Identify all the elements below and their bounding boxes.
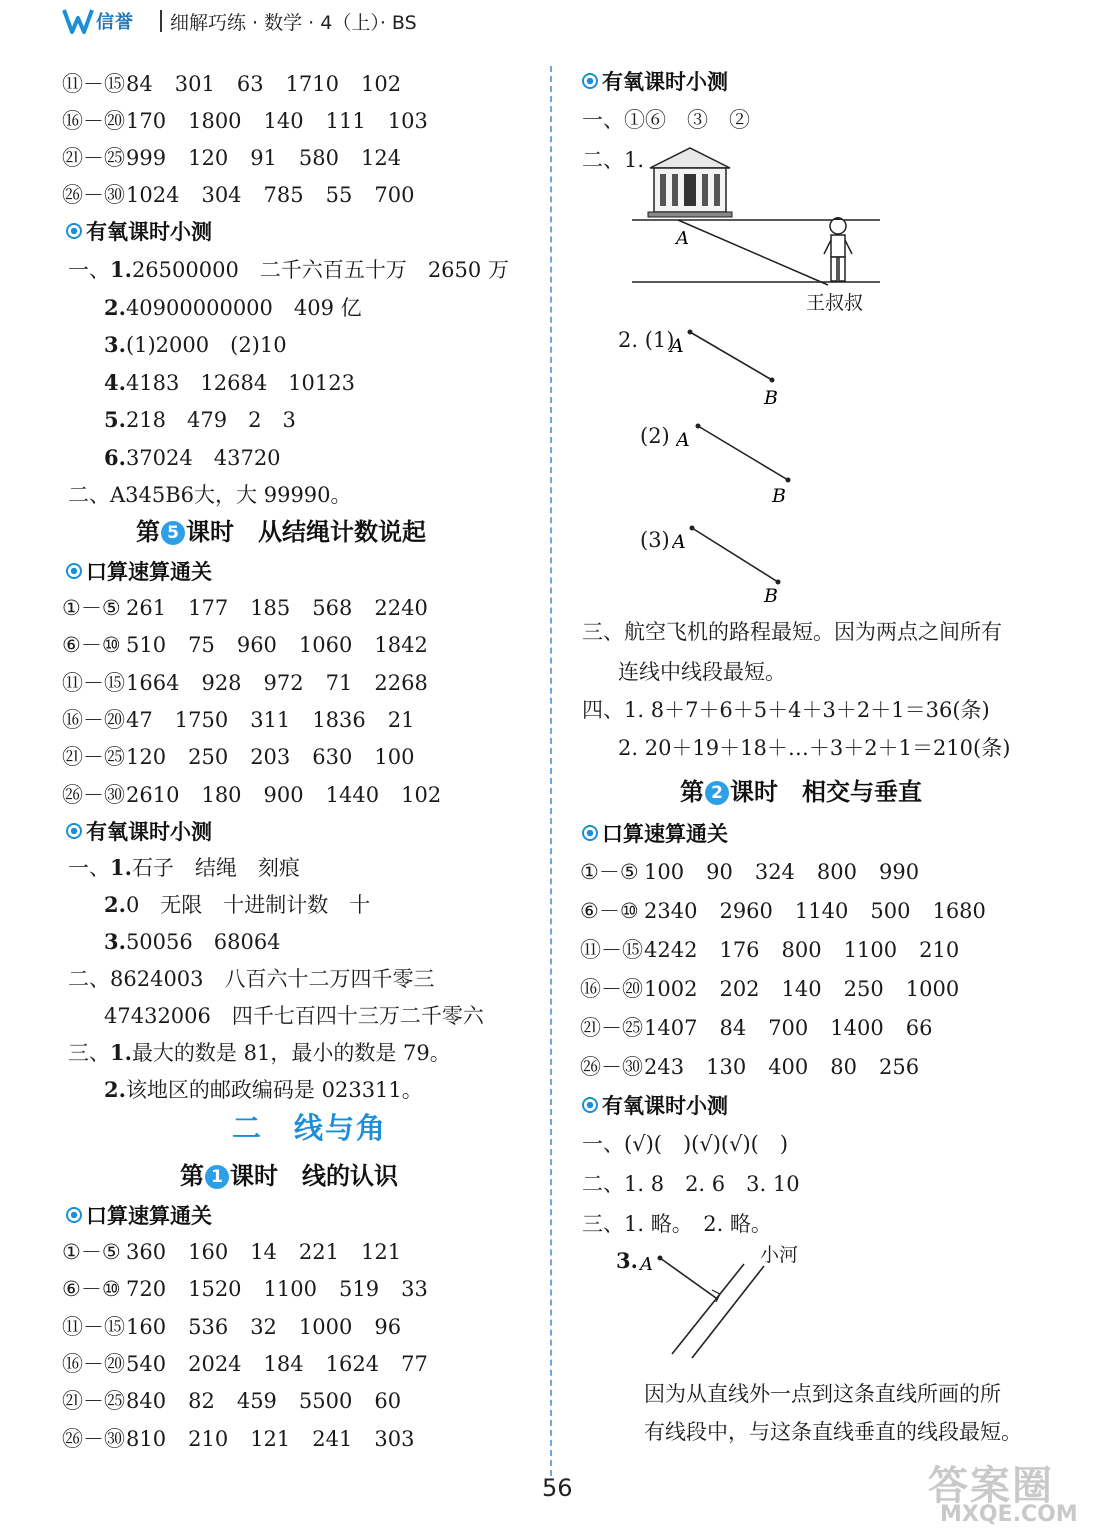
answer-value: 140 bbox=[781, 977, 822, 1001]
answer-value: 311 bbox=[250, 707, 291, 732]
answer-row bbox=[580, 895, 1008, 925]
answer-value: 459 bbox=[236, 1389, 277, 1414]
logo-text: 信誉 bbox=[96, 12, 134, 33]
quiz-num: 3. bbox=[104, 929, 126, 954]
quiz-num: 2. bbox=[104, 892, 126, 917]
right-q3-line2: 连线中线段最短。 bbox=[618, 660, 786, 684]
answer-value: 14 bbox=[250, 1240, 277, 1264]
answer-value: 21 bbox=[387, 707, 415, 732]
answer-value: 1520 bbox=[188, 1277, 242, 1302]
answer-value: 184 bbox=[263, 1351, 304, 1376]
row-range-label: ①－⑤ bbox=[62, 1240, 121, 1264]
row-range-label: ㉖－㉚ bbox=[62, 782, 125, 807]
answer-value: 121 bbox=[250, 1426, 291, 1451]
answer-value: 2240 bbox=[374, 596, 428, 620]
answer-value: 84 bbox=[719, 1016, 747, 1040]
left-oral2-title: 口算速算通关 bbox=[66, 1200, 212, 1230]
answer-value: 256 bbox=[879, 1055, 920, 1079]
quiz-answer-line bbox=[104, 404, 296, 434]
answer-value: 2960 bbox=[719, 899, 773, 923]
answer-value: 124 bbox=[361, 146, 402, 170]
answer-value: 1000 bbox=[905, 977, 960, 1001]
answer-value: 2610 bbox=[126, 782, 180, 807]
answer-value: 33 bbox=[401, 1277, 428, 1302]
answer-value: 103 bbox=[387, 109, 428, 133]
right-b2: 二、1. 8 2. 6 3. 10 bbox=[582, 1172, 800, 1196]
answer-value: 120 bbox=[188, 146, 229, 170]
answer-value: 1842 bbox=[374, 633, 428, 658]
answer-row bbox=[62, 1348, 450, 1378]
answer-row bbox=[62, 741, 436, 771]
quiz-text: 最大的数是 81，最小的数是 79。 bbox=[131, 1041, 451, 1065]
row-range-label: ⑯－⑳ bbox=[580, 977, 643, 1001]
lesson1-title: 第 1 课时 线的认识 bbox=[180, 1162, 398, 1190]
answer-value: 1100 bbox=[263, 1277, 317, 1302]
row-range-label: ㉑－㉕ bbox=[62, 1389, 125, 1414]
answer-value: 241 bbox=[312, 1426, 353, 1451]
answer-value: 160 bbox=[188, 1240, 229, 1264]
answer-value: 810 bbox=[126, 1426, 167, 1451]
q2-2c-label: (3) bbox=[640, 528, 670, 552]
answer-value: 324 bbox=[754, 860, 795, 884]
answer-row bbox=[62, 1273, 450, 1303]
answer-value: 100 bbox=[644, 860, 685, 884]
row-range-label: ㉖－㉚ bbox=[580, 1055, 643, 1079]
answer-value: 304 bbox=[201, 183, 242, 207]
q2-2-label: 2. (1) bbox=[618, 328, 675, 352]
answer-value: 77 bbox=[401, 1351, 428, 1376]
answer-value: 2024 bbox=[188, 1351, 242, 1376]
answer-value: 1680 bbox=[932, 899, 986, 923]
segment-a-wang bbox=[678, 220, 828, 285]
answer-value: 700 bbox=[768, 1016, 809, 1040]
row-range-label: ⑥－⑩ bbox=[62, 1277, 121, 1302]
point-a-label: A bbox=[670, 335, 684, 357]
answer-value: 540 bbox=[126, 1351, 167, 1376]
quiz-text: 218 479 2 3 bbox=[125, 408, 296, 432]
building-icon bbox=[648, 148, 732, 217]
answer-value: 203 bbox=[250, 745, 291, 770]
answer-value: 630 bbox=[312, 745, 353, 770]
answer-value: 82 bbox=[188, 1389, 215, 1414]
quiz-answer-line bbox=[68, 479, 352, 509]
answer-value: 1800 bbox=[188, 109, 242, 133]
answer-value: 360 bbox=[126, 1240, 167, 1264]
right-expl1: 因为从直线外一点到这条直线所画的所 bbox=[644, 1382, 1001, 1406]
row-range-label: ⑥－⑩ bbox=[580, 899, 639, 923]
answer-row bbox=[580, 1012, 954, 1042]
answer-value: 1624 bbox=[325, 1351, 380, 1376]
quiz-text: 40900000000 409 亿 bbox=[125, 295, 362, 320]
answer-value: 580 bbox=[298, 146, 340, 170]
answer-value: 80 bbox=[830, 1055, 858, 1079]
quiz-answer-line bbox=[104, 926, 281, 956]
right-quiz2-title: 有氧课时小测 bbox=[582, 1090, 728, 1120]
answer-value: 66 bbox=[905, 1016, 933, 1040]
quiz-text: 石子 结绳 刻痕 bbox=[131, 856, 300, 880]
right-q4-line1: 四、1. 8＋7＋6＋5＋4＋3＋2＋1＝36(条) bbox=[582, 698, 990, 722]
river-label: 小河 bbox=[760, 1244, 799, 1266]
quiz-prefix: 二、 bbox=[68, 483, 110, 507]
answer-value: 1407 bbox=[644, 1016, 698, 1040]
answer-value: 185 bbox=[250, 596, 291, 620]
quiz-text: 8624003 八百六十二万四千零三 bbox=[110, 967, 435, 991]
answer-value: 91 bbox=[250, 146, 277, 170]
answer-value: 210 bbox=[188, 1426, 229, 1451]
answer-value: 102 bbox=[401, 782, 442, 807]
quiz-answer-line bbox=[68, 963, 435, 993]
answer-value: 500 bbox=[870, 899, 911, 923]
row-range-label: ㉑－㉕ bbox=[580, 1016, 643, 1040]
quiz-num: 1. bbox=[110, 855, 132, 880]
answer-row bbox=[580, 973, 981, 1003]
answer-value: 519 bbox=[339, 1277, 380, 1302]
answer-value: 1440 bbox=[325, 782, 380, 807]
row-range-label: ⑯－⑳ bbox=[62, 109, 125, 133]
answer-value: 102 bbox=[361, 72, 402, 96]
answer-value: 1060 bbox=[298, 633, 353, 658]
quiz-prefix: 三、 bbox=[68, 1041, 110, 1065]
answer-value: 900 bbox=[263, 782, 304, 807]
quiz-text: 37024 43720 bbox=[125, 445, 281, 470]
answer-value: 170 bbox=[126, 109, 167, 133]
answer-value: 96 bbox=[374, 1314, 402, 1339]
right-q4-line2: 2. 20＋19＋18＋…＋3＋2＋1＝210(条) bbox=[618, 736, 1011, 760]
quiz-answer-line bbox=[68, 254, 509, 284]
publisher-logo bbox=[62, 6, 152, 38]
quiz-num: 5. bbox=[104, 407, 126, 432]
answer-value: 55 bbox=[325, 183, 353, 207]
wang-label: 王叔叔 bbox=[806, 292, 864, 314]
answer-row bbox=[62, 179, 436, 209]
quiz-num: 3. bbox=[104, 332, 126, 357]
quiz-text: 4183 12684 10123 bbox=[125, 370, 355, 395]
answer-value: 63 bbox=[236, 72, 264, 96]
right-q3-line1: 三、航空飞机的路程最短。因为两点之间所有 bbox=[582, 620, 1002, 644]
quiz-prefix: 二、 bbox=[68, 967, 110, 991]
answer-value: 972 bbox=[263, 670, 304, 695]
answer-value: 2340 bbox=[644, 899, 698, 923]
quiz-answer-line bbox=[104, 1000, 484, 1030]
answer-value: 2268 bbox=[374, 670, 428, 695]
answer-value: 840 bbox=[126, 1389, 167, 1414]
answer-row bbox=[62, 667, 450, 697]
answer-row bbox=[62, 1236, 423, 1266]
answer-row bbox=[62, 68, 423, 98]
answer-value: 250 bbox=[188, 745, 229, 770]
quiz-num: 1. bbox=[110, 257, 132, 282]
left-quiz1-title: 有氧课时小测 bbox=[66, 216, 212, 246]
answer-value: 700 bbox=[374, 183, 415, 207]
point-b-label: B bbox=[772, 485, 786, 507]
point-b-label: B bbox=[764, 387, 778, 409]
answer-row bbox=[62, 592, 450, 622]
header-separator bbox=[160, 10, 162, 32]
quiz-num: 2. bbox=[104, 1077, 126, 1102]
section-bullet-icon bbox=[66, 223, 82, 239]
point-a-label: A bbox=[676, 429, 690, 451]
answer-value: 720 bbox=[126, 1277, 167, 1302]
answer-value: 221 bbox=[298, 1240, 340, 1264]
logo-icon bbox=[62, 6, 94, 36]
answer-row bbox=[580, 934, 981, 964]
row-range-label: ⑯－⑳ bbox=[62, 707, 125, 732]
answer-value: 960 bbox=[236, 633, 277, 658]
page-number: 56 bbox=[542, 1474, 573, 1502]
answer-value: 1710 bbox=[285, 72, 340, 96]
answer-value: 111 bbox=[325, 109, 366, 133]
answer-value: 1836 bbox=[312, 707, 366, 732]
answer-value: 4242 bbox=[644, 938, 698, 962]
section-bullet-icon bbox=[582, 825, 598, 841]
quiz-num: 2. bbox=[104, 294, 126, 320]
section-bullet-icon bbox=[66, 823, 82, 839]
answer-value: 261 bbox=[126, 596, 167, 620]
point-a-label: A bbox=[676, 228, 689, 249]
row-range-label: ⑥－⑩ bbox=[62, 633, 121, 658]
row-range-label: ⑪－⑮ bbox=[62, 1314, 125, 1339]
answer-value: 568 bbox=[312, 596, 353, 620]
right-expl2: 有线段中，与这条直线垂直的线段最短。 bbox=[644, 1420, 1022, 1444]
answer-value: 1400 bbox=[830, 1016, 884, 1040]
answer-value: 90 bbox=[706, 860, 733, 884]
answer-row bbox=[580, 856, 941, 886]
quiz-answer-line bbox=[68, 1037, 451, 1067]
quiz-num: 6. bbox=[104, 444, 126, 470]
answer-value: 32 bbox=[250, 1314, 277, 1339]
lesson5-title: 第 5 课时 从结绳计数说起 bbox=[136, 518, 426, 546]
quiz-answer-line bbox=[104, 329, 287, 359]
answer-row bbox=[62, 105, 450, 135]
row-range-label: ⑪－⑮ bbox=[580, 938, 643, 962]
answer-value: 210 bbox=[919, 938, 960, 962]
lesson2-title: 第 2 课时 相交与垂直 bbox=[680, 778, 922, 806]
right-q1: 一、①⑥ ③ ② bbox=[582, 108, 750, 132]
section-bullet-icon bbox=[66, 563, 82, 579]
answer-value: 47 bbox=[126, 707, 153, 732]
right-b3: 三、1. 略。 2. 略。 bbox=[582, 1212, 772, 1236]
row-range-label: ⑯－⑳ bbox=[62, 1351, 125, 1376]
quiz-text: A345B6大，大 99990。 bbox=[110, 483, 352, 507]
answer-value: 1024 bbox=[126, 183, 180, 207]
answer-value: 928 bbox=[201, 670, 242, 695]
perpendicular-segment bbox=[660, 1258, 716, 1298]
answer-value: 130 bbox=[706, 1055, 747, 1079]
answer-value: 60 bbox=[374, 1389, 402, 1414]
answer-value: 84 bbox=[126, 72, 153, 96]
answer-value: 160 bbox=[126, 1314, 167, 1339]
answer-value: 250 bbox=[843, 977, 884, 1001]
right-q2-label: 二、1. bbox=[582, 148, 645, 172]
answer-value: 202 bbox=[719, 977, 760, 1001]
person-icon bbox=[824, 217, 852, 281]
q2-2b-label: (2) bbox=[640, 424, 670, 448]
segment-ab-2 bbox=[676, 416, 816, 516]
answer-row bbox=[62, 779, 463, 809]
point-a-label: A bbox=[672, 531, 686, 553]
column-divider bbox=[550, 66, 552, 1476]
answer-value: 400 bbox=[768, 1055, 809, 1079]
answer-value: 990 bbox=[879, 860, 920, 884]
quiz-text: 47432006 四千七百四十三万二千零六 bbox=[104, 1004, 484, 1028]
quiz-num: 1. bbox=[110, 1040, 132, 1065]
row-range-label: ⑪－⑮ bbox=[62, 670, 125, 695]
row-range-label: ㉑－㉕ bbox=[62, 146, 125, 170]
answer-value: 140 bbox=[263, 109, 304, 133]
answer-value: 180 bbox=[201, 782, 242, 807]
answer-value: 510 bbox=[126, 633, 167, 658]
point-a-label: A bbox=[640, 1254, 653, 1275]
quiz-num: 4. bbox=[104, 369, 126, 395]
quiz-text: 该地区的邮政编码是 023311。 bbox=[125, 1078, 423, 1102]
river-bank-1 bbox=[672, 1264, 744, 1354]
quiz-text: (1)2000 (2)10 bbox=[125, 333, 287, 357]
segment-ab-3 bbox=[672, 518, 812, 610]
quiz-answer-line bbox=[104, 292, 362, 322]
answer-value: 1664 bbox=[126, 670, 180, 695]
answer-value: 177 bbox=[188, 596, 229, 620]
right-b1: 一、(√)( )(√)(√)( ) bbox=[582, 1132, 789, 1156]
quiz-text: 50056 68064 bbox=[125, 930, 281, 954]
watermark-url: MXQE.COM bbox=[940, 1502, 1078, 1527]
page-header bbox=[62, 4, 1062, 38]
right-oral-title: 口算速算通关 bbox=[582, 818, 728, 848]
answer-row bbox=[62, 1311, 423, 1341]
unit-title: 二 线与角 bbox=[232, 1111, 388, 1145]
answer-value: 301 bbox=[174, 72, 215, 96]
answer-value: 121 bbox=[361, 1240, 402, 1264]
answer-value: 800 bbox=[816, 860, 858, 884]
row-range-label: ①－⑤ bbox=[62, 596, 121, 620]
answer-value: 303 bbox=[374, 1426, 415, 1451]
answer-row bbox=[62, 1385, 423, 1415]
section-bullet-icon bbox=[582, 1097, 598, 1113]
row-range-label: ㉖－㉚ bbox=[62, 1426, 125, 1451]
section-bullet-icon bbox=[66, 1207, 82, 1223]
watermark-text: 答案圈 bbox=[928, 1463, 1054, 1509]
left-quiz2-title: 有氧课时小测 bbox=[66, 816, 212, 846]
section-bullet-icon bbox=[582, 73, 598, 89]
book-title: 细解巧练 · 数学 · 4（上）· BS bbox=[170, 12, 417, 34]
quiz-prefix: 一、 bbox=[68, 856, 110, 880]
quiz-answer-line bbox=[104, 1074, 423, 1104]
row-range-label: ⑪－⑮ bbox=[62, 72, 125, 96]
answer-value: 1140 bbox=[794, 899, 849, 923]
right-quiz1-title: 有氧课时小测 bbox=[582, 66, 728, 96]
quiz-prefix: 一、 bbox=[68, 258, 110, 282]
answer-value: 785 bbox=[263, 183, 304, 207]
answer-value: 71 bbox=[325, 670, 353, 695]
quiz-answer-line bbox=[104, 367, 355, 397]
answer-value: 176 bbox=[719, 938, 760, 962]
quiz-answer-line bbox=[68, 852, 300, 882]
quiz-answer-line bbox=[104, 889, 370, 919]
row-range-label: ①－⑤ bbox=[580, 860, 639, 884]
answer-value: 243 bbox=[644, 1055, 685, 1079]
answer-row bbox=[62, 1423, 436, 1453]
answer-value: 800 bbox=[781, 938, 822, 962]
answer-value: 5500 bbox=[298, 1389, 353, 1414]
answer-value: 100 bbox=[374, 745, 415, 770]
row-range-label: ㉑－㉕ bbox=[62, 745, 125, 770]
row-range-label: ㉖－㉚ bbox=[62, 183, 125, 207]
quiz-text: 0 无限 十进制计数 十 bbox=[125, 893, 371, 917]
answer-row bbox=[62, 704, 436, 734]
answer-row bbox=[580, 1051, 941, 1081]
answer-value: 536 bbox=[188, 1314, 229, 1339]
answer-value: 75 bbox=[188, 633, 215, 658]
quiz-text: 26500000 二千六百五十万 2650 万 bbox=[131, 258, 509, 282]
segment-ab-1 bbox=[666, 320, 806, 420]
point-b-label: B bbox=[764, 585, 778, 607]
left-oral1-title: 口算速算通关 bbox=[66, 556, 212, 586]
answer-value: 1100 bbox=[843, 938, 898, 962]
answer-value: 1000 bbox=[298, 1314, 353, 1339]
answer-value: 120 bbox=[126, 745, 167, 770]
answer-value: 1750 bbox=[174, 707, 229, 732]
right-b3-3-label: 3. bbox=[616, 1248, 638, 1273]
answer-value: 1002 bbox=[644, 977, 698, 1001]
answer-row bbox=[62, 142, 423, 172]
river-bank-2 bbox=[692, 1266, 764, 1358]
quiz-answer-line bbox=[104, 442, 281, 472]
answer-row bbox=[62, 629, 450, 659]
answer-value: 999 bbox=[126, 146, 167, 170]
